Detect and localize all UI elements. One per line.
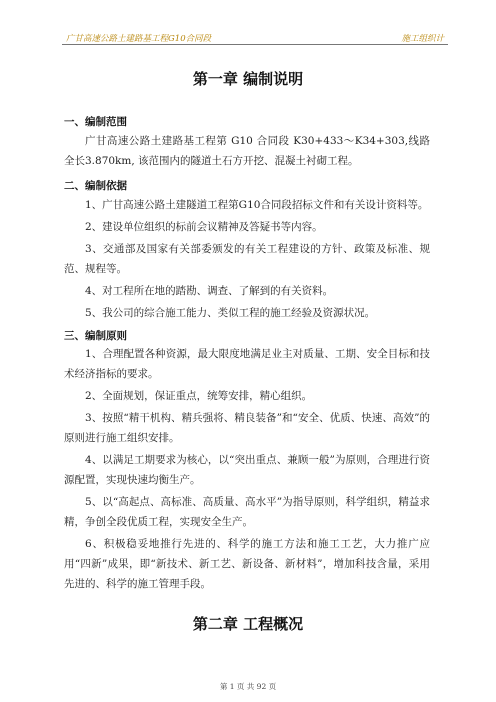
paragraph: 6、积极稳妥地推行先进的、科学的施工方法和施工工艺，大力推广应用“四新”成果，即“新技术、新工艺、新设备、新材料”，增加科技含量，采用先进的、科学的施工管理手段。 [64, 538, 430, 590]
paragraph: 3、交通部及国家有关部委颁发的有关工程建设的方针、政策及标准、规范、规程等。 [64, 243, 430, 275]
section-heading: 三、编制原则 [64, 330, 127, 342]
paragraph: 5、以“高起点、高标准、高质量、高水平”为指导原则，科学组织，精益求精，争创全段优质工程，实现安全生产。 [64, 496, 430, 528]
header-project-title: 广甘高速公路土建路基工程G10合同段 [66, 34, 212, 44]
header-doc-type: 施工组织计 [401, 34, 444, 44]
chapter-title: 第二章 工程概况 [192, 615, 304, 633]
section-heading: 二、编制依据 [64, 180, 127, 192]
page-number: 第 1 页 共 92 页 [219, 682, 277, 691]
chapter-title: 第一章 编制说明 [192, 70, 304, 88]
paragraph: 4、以满足工期要求为核心，以“突出重点、兼顾一般”为原则，合理进行资源配置，实现快速均衡生产。 [64, 454, 430, 486]
paragraph: 2、建设单位组织的标前会议精神及答疑书等内容。 [85, 221, 323, 233]
paragraph: 2、全面规划，保证重点，统筹安排，精心组织。 [85, 390, 313, 402]
paragraph: 1、合理配置各种资源，最大限度地满足业主对质量、工期、安全目标和技术经济指标的要求。 [64, 348, 430, 380]
section-heading: 一、编制范围 [64, 116, 127, 128]
paragraph: 3、按照“精干机构、精兵强将、精良装备”和“安全、优质、快速、高效”的原则进行施工组织安排。 [64, 412, 430, 444]
paragraph: 5、我公司的综合施工能力、类似工程的施工经验及资源状况。 [85, 307, 376, 319]
paragraph: 1、广甘高速公路土建隧道工程第G10合同段招标文件和有关设计资料等。 [85, 199, 429, 211]
paragraph: 4、对工程所在地的踏勘、调查、了解到的有关资料。 [85, 285, 334, 297]
page-header [62, 30, 448, 45]
paragraph: 广甘高速公路土建路基工程第 G10 合同段 K30+433～K34+303,线路全长3.870km, 该范围内的隧道土石方开挖、混凝土衬砌工程。 [64, 135, 430, 167]
